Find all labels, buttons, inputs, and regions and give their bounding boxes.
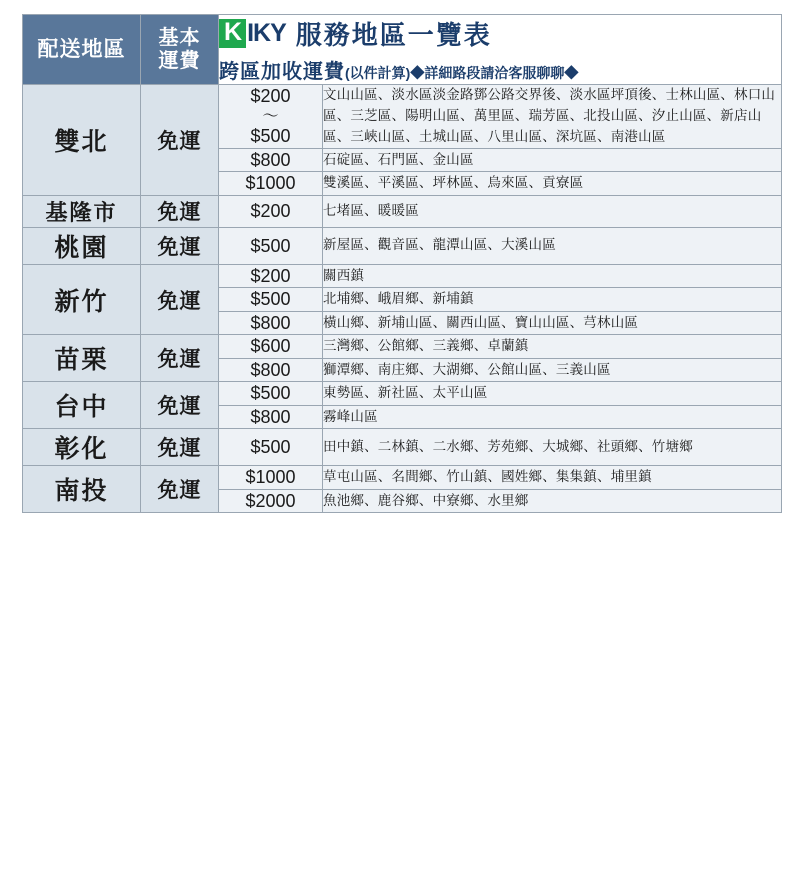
area-list: 霧峰山區 [323, 405, 782, 429]
surcharge-price: $800 [219, 358, 323, 382]
base-fee: 免運 [141, 466, 219, 513]
table-header-row [23, 15, 782, 85]
base-fee: 免運 [141, 429, 219, 466]
table-row [23, 195, 782, 227]
region-name: 南投 [23, 466, 141, 513]
region-name: 彰化 [23, 429, 141, 466]
price-range-symbol: 〜 [262, 107, 279, 125]
surcharge-price: $500 [219, 429, 323, 466]
table-row [23, 429, 782, 466]
price-from: $200 [250, 86, 291, 107]
table-row [23, 264, 782, 288]
surcharge-price: $800 [219, 405, 323, 429]
region-name: 新竹 [23, 264, 141, 335]
region-name: 苗栗 [23, 335, 141, 382]
base-fee: 免運 [141, 335, 219, 382]
shipping-rate-table [22, 14, 782, 513]
surcharge-price: $500 [219, 227, 323, 264]
area-list: 雙溪區、平溪區、坪林區、烏來區、貢寮區 [323, 172, 782, 196]
area-list: 七堵區、暖暖區 [323, 195, 782, 227]
region-name: 雙北 [23, 85, 141, 196]
area-list: 魚池鄉、鹿谷鄉、中寮鄉、水里鄉 [323, 489, 782, 513]
area-list: 東勢區、新社區、太平山區 [323, 382, 782, 406]
banner-subtitle-row [219, 55, 781, 84]
base-fee: 免運 [141, 382, 219, 429]
area-list: 田中鎮、二林鎮、二水鄉、芳苑鄉、大城鄉、社頭鄉、竹塘鄉 [323, 429, 782, 466]
table-row [23, 85, 782, 149]
header-banner [219, 15, 782, 85]
area-list: 石碇區、石門區、金山區 [323, 148, 782, 172]
base-fee: 免運 [141, 85, 219, 196]
surcharge-price: $200 [219, 195, 323, 227]
table-row [23, 466, 782, 490]
price-to: $500 [250, 125, 291, 146]
base-fee: 免運 [141, 264, 219, 335]
surcharge-price: $200 [219, 264, 323, 288]
table-row [23, 227, 782, 264]
area-list: 新屋區、觀音區、龍潭山區、大溪山區 [323, 227, 782, 264]
surcharge-price: $1000 [219, 466, 323, 490]
region-name: 基隆市 [23, 195, 141, 227]
table-row [23, 382, 782, 406]
surcharge-price: $500 [219, 382, 323, 406]
surcharge-price: $800 [219, 148, 323, 172]
surcharge-price: $800 [219, 311, 323, 335]
table-row [23, 335, 782, 359]
banner-subtitle-note: (以件計算)◆詳細路段請洽客服聊聊◆ [345, 65, 579, 81]
base-fee: 免運 [141, 227, 219, 264]
banner-title: 服務地區一覽表 [295, 20, 492, 50]
table-body [23, 15, 782, 513]
base-fee: 免運 [141, 195, 219, 227]
header-base-fee-line2: 運費 [158, 49, 201, 72]
surcharge-price: $1000 [219, 172, 323, 196]
banner-title-row [219, 15, 781, 52]
kiky-logo [219, 19, 286, 48]
surcharge-price: $2000 [219, 489, 323, 513]
header-base-fee-line1: 基本 [158, 27, 201, 50]
area-list: 草屯山區、名間鄉、竹山鎮、國姓鄉、集集鎮、埔里鎮 [323, 466, 782, 490]
area-list: 獅潭鄉、南庄鄉、大湖鄉、公館山區、三義山區 [323, 358, 782, 382]
area-list: 橫山鄉、新埔山區、關西山區、寶山山區、芎林山區 [323, 311, 782, 335]
logo-text: IKY [247, 19, 286, 47]
logo-k-badge: K [219, 19, 246, 47]
region-name: 台中 [23, 382, 141, 429]
banner-subtitle-main: 跨區加收運費 [219, 61, 345, 83]
surcharge-price: $500 [219, 288, 323, 312]
area-list: 文山山區、淡水區淡金路鄧公路交界後、淡水區坪頂後、士林山區、林口山區、三芝區、陽明山區、萬里區、瑞芳區、北投山區、汐止山區、新店山區、三峽山區、土城山區、八里山區、深坑區、南港山區 [323, 85, 782, 149]
surcharge-price [219, 85, 323, 149]
area-list: 關西鎮 [323, 264, 782, 288]
area-list: 北埔鄉、峨眉鄉、新埔鎮 [323, 288, 782, 312]
area-list: 三灣鄉、公館鄉、三義鄉、卓蘭鎮 [323, 335, 782, 359]
header-region: 配送地區 [23, 15, 141, 85]
surcharge-price: $600 [219, 335, 323, 359]
region-name: 桃園 [23, 227, 141, 264]
header-base-fee [141, 15, 219, 85]
